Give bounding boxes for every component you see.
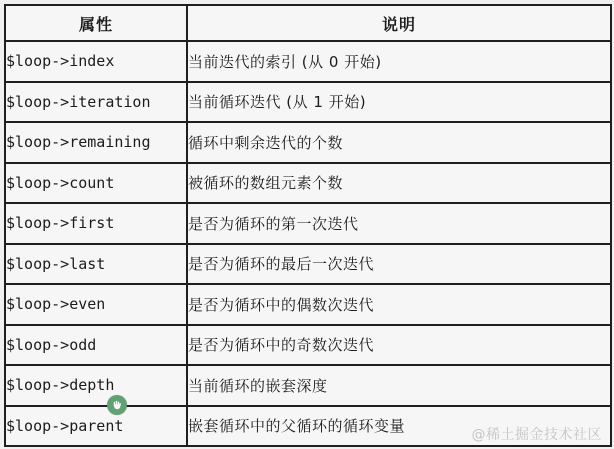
table-header-row bbox=[5, 5, 611, 41]
table-row bbox=[5, 365, 611, 406]
property-cell: $loop->iteration bbox=[5, 82, 187, 123]
description-cell: 是否为循环中的偶数次迭代 bbox=[187, 284, 611, 325]
loop-properties-table bbox=[4, 4, 612, 447]
description-cell: 是否为循环中的奇数次迭代 bbox=[187, 325, 611, 366]
property-cell: $loop->count bbox=[5, 163, 187, 204]
column-header-description: 说明 bbox=[187, 5, 611, 41]
description-cell: 是否为循环的第一次迭代 bbox=[187, 203, 611, 244]
table-row bbox=[5, 41, 611, 82]
description-cell: 当前循环的嵌套深度 bbox=[187, 365, 611, 406]
description-cell: 是否为循环的最后一次迭代 bbox=[187, 244, 611, 285]
property-cell: $loop->first bbox=[5, 203, 187, 244]
table-row bbox=[5, 203, 611, 244]
property-cell: $loop->depth bbox=[5, 365, 187, 406]
table-row bbox=[5, 163, 611, 204]
table-row bbox=[5, 244, 611, 285]
description-cell: 被循环的数组元素个数 bbox=[187, 163, 611, 204]
watermark: @稀土掘金技术社区 bbox=[471, 427, 602, 443]
property-cell: $loop->parent bbox=[5, 406, 187, 447]
table-row bbox=[5, 122, 611, 163]
property-cell: $loop->remaining bbox=[5, 122, 187, 163]
table-row bbox=[5, 82, 611, 123]
table-row bbox=[5, 284, 611, 325]
property-cell: $loop->last bbox=[5, 244, 187, 285]
description-cell: 嵌套循环中的父循环的循环变量 bbox=[187, 406, 611, 447]
table-row bbox=[5, 406, 611, 447]
property-cell: $loop->odd bbox=[5, 325, 187, 366]
table-row bbox=[5, 325, 611, 366]
property-cell: $loop->even bbox=[5, 284, 187, 325]
description-cell: 循环中剩余迭代的个数 bbox=[187, 122, 611, 163]
description-cell: 当前循环迭代 (从 1 开始) bbox=[187, 82, 611, 123]
column-header-property: 属性 bbox=[5, 5, 187, 41]
property-cell: $loop->index bbox=[5, 41, 187, 82]
hand-cursor-icon bbox=[107, 395, 127, 415]
description-cell: 当前迭代的索引 (从 0 开始) bbox=[187, 41, 611, 82]
